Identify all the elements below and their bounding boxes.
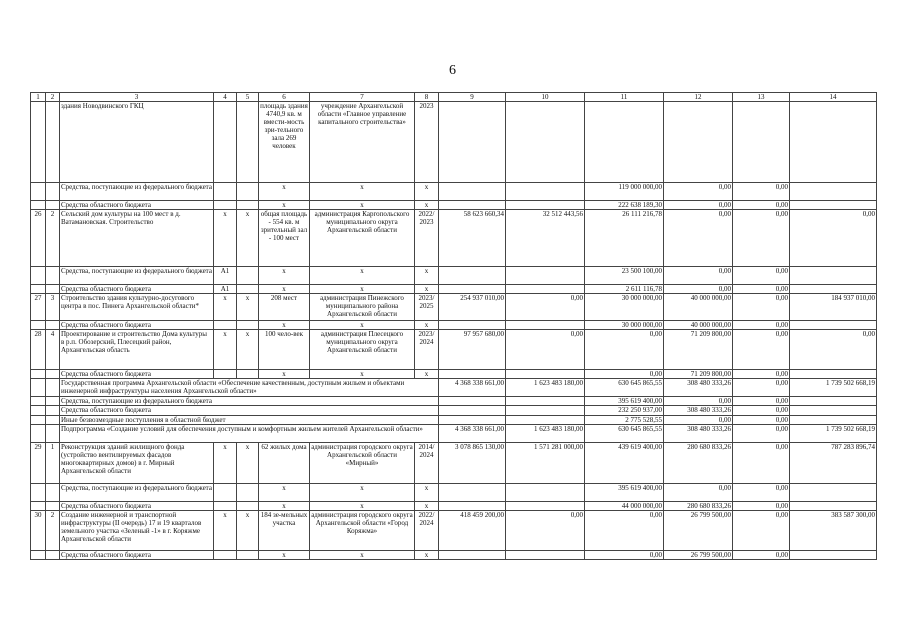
- empty-cell: [46, 415, 60, 424]
- table-cell: [790, 285, 877, 294]
- table-row: [31, 285, 877, 294]
- table-cell: [664, 102, 733, 183]
- table-cell: 0,00: [733, 201, 790, 210]
- table-cell: [439, 267, 506, 285]
- table-row: [31, 210, 877, 267]
- table-cell: 184 937 010,00: [790, 294, 877, 321]
- header-cell: 5: [237, 93, 259, 102]
- table-cell: [214, 370, 237, 379]
- table-cell: 30 000 000,00: [585, 321, 664, 330]
- table-cell: х: [310, 201, 415, 210]
- table-cell: [31, 183, 46, 201]
- table-cell: 3: [46, 294, 60, 321]
- table-cell: администрация Пинежского муниципального района Архангельской области: [310, 294, 415, 321]
- table-cell: 0,00: [506, 330, 585, 370]
- table-cell: [46, 267, 60, 285]
- table-cell: [31, 102, 46, 183]
- table-cell: [46, 501, 60, 510]
- table-cell: Средства, поступающие из федерального бюджета: [60, 183, 214, 201]
- table-cell: 30 000 000,00: [585, 294, 664, 321]
- table-cell: Строительство здания культурно-досугового центра в пос. Пинега Архангельской области*: [60, 294, 214, 321]
- table-cell: [31, 321, 46, 330]
- page-number: 6: [449, 63, 456, 78]
- table-cell: [506, 102, 585, 183]
- table-cell: [214, 201, 237, 210]
- table-cell: [439, 201, 506, 210]
- table-cell: 4: [46, 330, 60, 370]
- table-cell: [237, 370, 259, 379]
- table-cell: 0,00: [733, 210, 790, 267]
- table-cell: 0,00: [506, 510, 585, 550]
- amount-cell: [506, 397, 585, 406]
- table-cell: 71 209 800,00: [664, 330, 733, 370]
- table-cell: 0,00: [733, 442, 790, 483]
- table-row: [31, 370, 877, 379]
- table-cell: [31, 285, 46, 294]
- table-cell: 2022/ 2024: [415, 510, 439, 550]
- amount-cell: 308 480 333,26: [664, 379, 733, 397]
- table-cell: 0,00: [733, 550, 790, 559]
- table-cell: Средства областного бюджета: [60, 201, 214, 210]
- table-cell: Средства, поступающие из федерального бюджета: [60, 267, 214, 285]
- table-cell: [31, 267, 46, 285]
- table-cell: [506, 201, 585, 210]
- table-cell: х: [214, 510, 237, 550]
- table-cell: 0,00: [790, 210, 877, 267]
- amount-cell: 1 739 502 668,19: [790, 424, 877, 442]
- table-cell: х: [415, 550, 439, 559]
- table-cell: х: [310, 370, 415, 379]
- table-cell: 0,00: [733, 267, 790, 285]
- table-cell: х: [237, 510, 259, 550]
- table-cell: [439, 183, 506, 201]
- table-cell: 97 957 680,00: [439, 330, 506, 370]
- table-cell: 2: [46, 510, 60, 550]
- table-cell: 184 зе-мельных участка: [259, 510, 310, 550]
- table-cell: 0,00: [733, 483, 790, 501]
- table-cell: [237, 201, 259, 210]
- table-cell: [237, 267, 259, 285]
- table-cell: [790, 183, 877, 201]
- table-cell: 119 000 000,00: [585, 183, 664, 201]
- table-cell: 71 209 800,00: [664, 370, 733, 379]
- table-cell: [506, 501, 585, 510]
- header-cell: 7: [310, 93, 415, 102]
- amount-cell: 630 645 865,55: [585, 424, 664, 442]
- table-cell: [237, 183, 259, 201]
- table-row: [31, 501, 877, 510]
- table-cell: администрация Плесецкого муниципального округа Архангельской области: [310, 330, 415, 370]
- table-cell: 222 638 189,30: [585, 201, 664, 210]
- table-row: [31, 267, 877, 285]
- table-cell: Реконструкция зданий жилищного фонда (устройство вентилируемых фасадов многоквартирных домов) в г. Мирный Архангельской области: [60, 442, 214, 483]
- table-cell: 23 500 100,00: [585, 267, 664, 285]
- table-cell: 0,00: [790, 330, 877, 370]
- amount-cell: 1 623 483 180,00: [506, 424, 585, 442]
- table-cell: х: [237, 294, 259, 321]
- table-cell: 62 жилых дома: [259, 442, 310, 483]
- table-cell: х: [237, 442, 259, 483]
- table-cell: [214, 102, 237, 183]
- table-cell: х: [310, 267, 415, 285]
- table-cell: Проектирование и строительство Дома культуры в р.п. Обозерский, Плесецкий район, Архангельская область: [60, 330, 214, 370]
- table-cell: 2023/ 2025: [415, 294, 439, 321]
- table-cell: х: [214, 330, 237, 370]
- empty-cell: [31, 415, 46, 424]
- header-cell: 12: [664, 93, 733, 102]
- table-cell: 26 799 500,00: [664, 510, 733, 550]
- table-cell: 0,00: [585, 510, 664, 550]
- table-cell: [790, 370, 877, 379]
- table-cell: [506, 370, 585, 379]
- table-cell: 439 619 400,00: [585, 442, 664, 483]
- table-cell: 2: [46, 210, 60, 267]
- table-cell: х: [415, 483, 439, 501]
- table-cell: 2014/ 2024: [415, 442, 439, 483]
- table-cell: 0,00: [733, 294, 790, 321]
- header-cell: 1: [31, 93, 46, 102]
- empty-cell: [31, 406, 46, 415]
- table-cell: [237, 321, 259, 330]
- table-cell: х: [259, 370, 310, 379]
- table-cell: [214, 550, 237, 559]
- table-cell: 208 мест: [259, 294, 310, 321]
- table-cell: 787 283 896,74: [790, 442, 877, 483]
- table-cell: [790, 550, 877, 559]
- table-cell: х: [310, 321, 415, 330]
- table-cell: х: [415, 321, 439, 330]
- header-cell: 8: [415, 93, 439, 102]
- table-cell: [237, 501, 259, 510]
- table-cell: 2023: [415, 102, 439, 183]
- table-cell: [237, 285, 259, 294]
- table-cell: А1: [214, 267, 237, 285]
- table-cell: 58 623 660,34: [439, 210, 506, 267]
- table-cell: х: [259, 321, 310, 330]
- amount-cell: 308 480 333,26: [664, 424, 733, 442]
- table-cell: Сельский дом культуры на 100 мест в д. Ватамановская. Строительство: [60, 210, 214, 267]
- table-cell: [790, 102, 877, 183]
- empty-cell: [31, 379, 46, 397]
- table-cell: х: [259, 201, 310, 210]
- table-cell: 1 571 281 000,00: [506, 442, 585, 483]
- table-cell: 280 680 833,26: [664, 442, 733, 483]
- table-cell: 0,00: [664, 183, 733, 201]
- table-cell: 30: [31, 510, 46, 550]
- table-row: [31, 483, 877, 501]
- table-cell: учреждение Архангельской области «Главное управление капитального строительства»: [310, 102, 415, 183]
- amount-cell: 0,00: [733, 397, 790, 406]
- table-cell: [214, 183, 237, 201]
- table-row: [31, 510, 877, 550]
- amount-cell: 4 368 338 661,00: [439, 379, 506, 397]
- table-cell: [790, 321, 877, 330]
- table-cell: 0,00: [733, 285, 790, 294]
- table-cell: [46, 201, 60, 210]
- table-cell: х: [310, 550, 415, 559]
- table-cell: 2 611 116,78: [585, 285, 664, 294]
- table-cell: 0,00: [664, 210, 733, 267]
- table-cell: Создание инженерной и транспортной инфраструктуры (II очередь) 17 и 19 кварталов земельного участка «Зеленый -1» в г. Коряжме Архангельской области: [60, 510, 214, 550]
- table-cell: х: [237, 210, 259, 267]
- table-cell: [439, 501, 506, 510]
- table-cell: 418 459 200,00: [439, 510, 506, 550]
- table-cell: А1: [214, 285, 237, 294]
- amount-cell: 630 645 865,55: [585, 379, 664, 397]
- summary-label: Средства областного бюджета: [60, 406, 439, 415]
- table-cell: 40 000 000,00: [664, 321, 733, 330]
- table-row: [31, 294, 877, 321]
- header-cell: 6: [259, 93, 310, 102]
- table-cell: х: [259, 267, 310, 285]
- table-cell: х: [259, 183, 310, 201]
- table-cell: [31, 370, 46, 379]
- table-cell: х: [214, 210, 237, 267]
- table-cell: 0,00: [733, 510, 790, 550]
- table-cell: [439, 285, 506, 294]
- header-cell: 10: [506, 93, 585, 102]
- table-cell: администрация Каргопольского муниципального округа Архангельской области: [310, 210, 415, 267]
- amount-cell: 0,00: [733, 406, 790, 415]
- table-row: [31, 201, 877, 210]
- table-cell: 100 чело-век: [259, 330, 310, 370]
- empty-cell: [46, 397, 60, 406]
- table-cell: х: [310, 183, 415, 201]
- header-cell: 2: [46, 93, 60, 102]
- table-cell: 0,00: [733, 370, 790, 379]
- summary-row: [31, 379, 877, 397]
- table-cell: 0,00: [664, 483, 733, 501]
- summary-label: Средства, поступающие из федерального бюджета: [60, 397, 439, 406]
- table-cell: 0,00: [733, 330, 790, 370]
- table-cell: [585, 102, 664, 183]
- table-cell: 395 619 400,00: [585, 483, 664, 501]
- table-cell: [31, 483, 46, 501]
- table-cell: 0,00: [506, 294, 585, 321]
- amount-cell: [790, 415, 877, 424]
- amount-cell: 0,00: [733, 424, 790, 442]
- table-cell: [237, 550, 259, 559]
- table-cell: х: [259, 501, 310, 510]
- table-cell: 32 512 443,56: [506, 210, 585, 267]
- amount-cell: [439, 397, 506, 406]
- table-cell: х: [415, 370, 439, 379]
- table-cell: [214, 501, 237, 510]
- table-cell: 1: [46, 442, 60, 483]
- empty-cell: [46, 406, 60, 415]
- amount-cell: [439, 406, 506, 415]
- table-cell: 26: [31, 210, 46, 267]
- table-row: [31, 442, 877, 483]
- table-cell: х: [259, 550, 310, 559]
- amount-cell: 0,00: [733, 379, 790, 397]
- table-cell: [46, 550, 60, 559]
- table-cell: [506, 550, 585, 559]
- table-cell: х: [415, 285, 439, 294]
- table-cell: [439, 483, 506, 501]
- table-cell: [46, 321, 60, 330]
- amount-cell: [506, 415, 585, 424]
- table-cell: [733, 102, 790, 183]
- table-cell: 26 799 500,00: [664, 550, 733, 559]
- table-cell: площадь здания 4740,9 кв. м вмести-мость зри-тельного зала 269 человек: [259, 102, 310, 183]
- amount-cell: 4 368 338 661,00: [439, 424, 506, 442]
- program-table: [30, 92, 877, 560]
- table-cell: [790, 501, 877, 510]
- table-cell: 254 937 010,00: [439, 294, 506, 321]
- table-cell: х: [415, 183, 439, 201]
- table-row: [31, 321, 877, 330]
- header-cell: 3: [60, 93, 214, 102]
- table-cell: 0,00: [733, 501, 790, 510]
- summary-row: [31, 406, 877, 415]
- table-cell: [237, 483, 259, 501]
- amount-cell: 395 619 400,00: [585, 397, 664, 406]
- empty-cell: [31, 397, 46, 406]
- table-row: [31, 102, 877, 183]
- table-cell: [506, 183, 585, 201]
- table-cell: Средства, поступающие из федерального бюджета: [60, 483, 214, 501]
- table-cell: [31, 201, 46, 210]
- table-cell: х: [214, 294, 237, 321]
- table-row: [31, 183, 877, 201]
- empty-cell: [31, 424, 46, 442]
- table-cell: х: [310, 501, 415, 510]
- table-cell: [790, 201, 877, 210]
- table-cell: 29: [31, 442, 46, 483]
- amount-cell: 2 775 528,55: [585, 415, 664, 424]
- table-cell: 28: [31, 330, 46, 370]
- table-cell: х: [415, 201, 439, 210]
- table-cell: 0,00: [585, 370, 664, 379]
- table-cell: Средства областного бюджета: [60, 285, 214, 294]
- table-cell: [439, 321, 506, 330]
- header-row: [31, 93, 877, 102]
- table-cell: [506, 483, 585, 501]
- amount-cell: [439, 415, 506, 424]
- amount-cell: [790, 397, 877, 406]
- table-cell: здания Новодвинского ГКЦ: [60, 102, 214, 183]
- table-cell: х: [214, 442, 237, 483]
- table-cell: 0,00: [664, 267, 733, 285]
- summary-row: [31, 397, 877, 406]
- table-cell: 0,00: [585, 550, 664, 559]
- empty-cell: [46, 424, 60, 442]
- table-cell: [790, 267, 877, 285]
- table-cell: [237, 102, 259, 183]
- summary-row: [31, 415, 877, 424]
- table-cell: х: [415, 267, 439, 285]
- table-cell: 26 111 216,78: [585, 210, 664, 267]
- amount-cell: 1 623 483 180,00: [506, 379, 585, 397]
- table-cell: [46, 183, 60, 201]
- header-cell: 13: [733, 93, 790, 102]
- table-cell: х: [310, 285, 415, 294]
- table-cell: Средства областного бюджета: [60, 370, 214, 379]
- amount-cell: 0,00: [664, 397, 733, 406]
- amount-cell: 0,00: [664, 415, 733, 424]
- table-cell: [46, 483, 60, 501]
- table-cell: 0,00: [585, 330, 664, 370]
- table-row: [31, 550, 877, 559]
- table-cell: х: [415, 501, 439, 510]
- table-cell: 0,00: [664, 201, 733, 210]
- table-cell: 40 000 000,00: [664, 294, 733, 321]
- table-cell: [214, 321, 237, 330]
- amount-cell: 1 739 502 668,19: [790, 379, 877, 397]
- table-cell: 2023/ 2024: [415, 330, 439, 370]
- table-cell: Средства областного бюджета: [60, 321, 214, 330]
- table-cell: [506, 285, 585, 294]
- amount-cell: [506, 406, 585, 415]
- empty-cell: [46, 379, 60, 397]
- table-cell: общая площадь - 554 кв. м зрительный зал - 100 мест: [259, 210, 310, 267]
- header-cell: 14: [790, 93, 877, 102]
- summary-label: Иные безвозмездные поступления в областной бюджет: [60, 415, 439, 424]
- table-cell: [439, 370, 506, 379]
- table-cell: [790, 483, 877, 501]
- amount-cell: 232 250 937,00: [585, 406, 664, 415]
- table-cell: Средства областного бюджета: [60, 501, 214, 510]
- summary-row: [31, 424, 877, 442]
- table-cell: [506, 321, 585, 330]
- summary-label: Подпрограмма «Создание условий для обеспечения доступным и комфортным жильем жителей Архангельской области»: [60, 424, 439, 442]
- table-cell: [46, 102, 60, 183]
- table-cell: [31, 501, 46, 510]
- table-cell: х: [310, 483, 415, 501]
- table-cell: 383 587 300,00: [790, 510, 877, 550]
- table-row: [31, 330, 877, 370]
- header-cell: 4: [214, 93, 237, 102]
- header-cell: 11: [585, 93, 664, 102]
- summary-label: Государственная программа Архангельской области «Обеспечение качественным, доступным жильем и объектами инженерной инфраструктуры населения Архангельской области»: [60, 379, 439, 397]
- table-cell: [439, 102, 506, 183]
- table-cell: [214, 483, 237, 501]
- table-cell: 0,00: [733, 321, 790, 330]
- amount-cell: 308 480 333,26: [664, 406, 733, 415]
- table-cell: 44 000 000,00: [585, 501, 664, 510]
- table-cell: [46, 370, 60, 379]
- table-cell: [506, 267, 585, 285]
- table-cell: х: [259, 483, 310, 501]
- table-cell: 2022/ 2023: [415, 210, 439, 267]
- header-cell: 9: [439, 93, 506, 102]
- table-cell: 3 078 865 130,00: [439, 442, 506, 483]
- table-cell: [439, 550, 506, 559]
- amount-cell: [790, 406, 877, 415]
- table-cell: Средства областного бюджета: [60, 550, 214, 559]
- table-cell: х: [237, 330, 259, 370]
- table-cell: администрация городского округа Архангельской области «Город Коряжма»: [310, 510, 415, 550]
- amount-cell: 0,00: [733, 415, 790, 424]
- table-cell: х: [259, 285, 310, 294]
- table-cell: администрация городского округа Архангельской области «Мирный»: [310, 442, 415, 483]
- table-cell: 0,00: [664, 285, 733, 294]
- table-cell: [46, 285, 60, 294]
- table-cell: 280 680 833,26: [664, 501, 733, 510]
- table-cell: [31, 550, 46, 559]
- table-cell: 27: [31, 294, 46, 321]
- table-cell: 0,00: [733, 183, 790, 201]
